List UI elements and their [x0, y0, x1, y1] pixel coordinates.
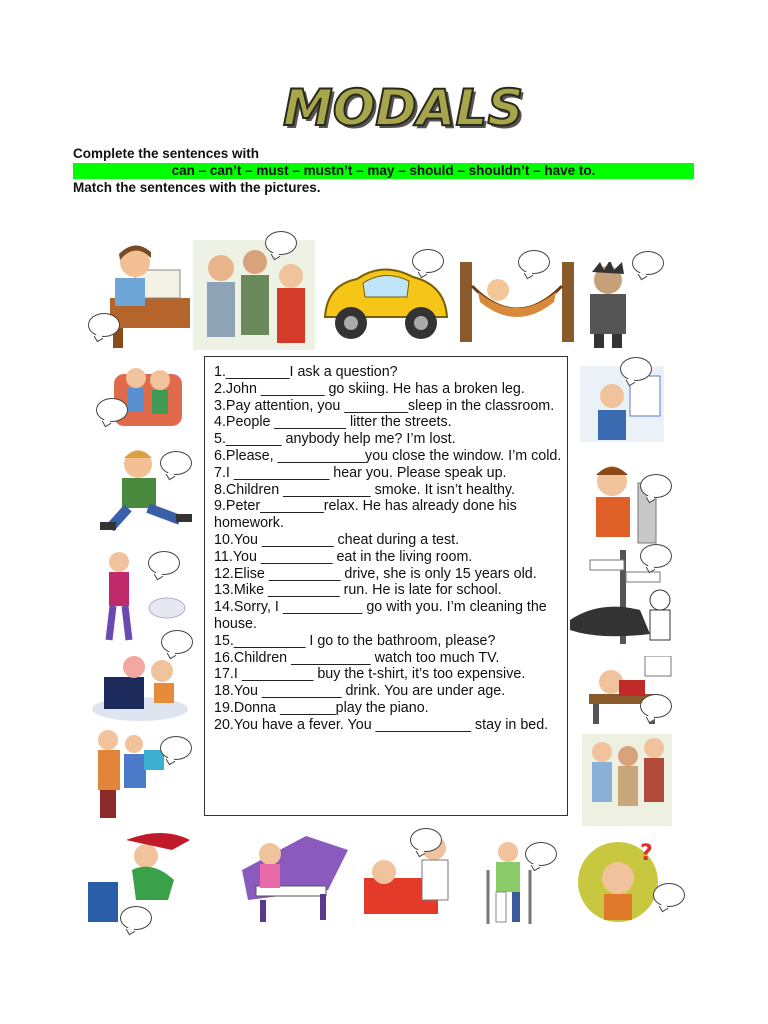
sentence-item: 18.You __________ drink. You are under age. — [214, 683, 506, 700]
boys-talking-picture — [193, 240, 315, 350]
worksheet-title: MODALS — [283, 79, 524, 137]
answer-bubble[interactable] — [88, 313, 120, 337]
sentence-item: 5._______ anybody help me? I’m lost. — [214, 431, 456, 448]
answer-bubble[interactable] — [96, 398, 128, 422]
boy-stressed-picture — [580, 366, 664, 442]
answer-bubble[interactable] — [632, 251, 664, 275]
old-man-picture — [580, 262, 636, 348]
answer-bubble[interactable] — [518, 250, 550, 274]
instruction-complete: Complete the sentences with — [73, 146, 260, 161]
kids-tv-picture — [90, 653, 190, 723]
sentence-item: 15._________ I go to the bathroom, please? — [214, 632, 496, 649]
sentence-item: 14.Sorry, I __________ go with you. I’m cleaning the house. — [214, 599, 547, 632]
answer-bubble[interactable] — [148, 551, 180, 575]
answer-bubble[interactable] — [161, 630, 193, 654]
answer-bubble[interactable] — [265, 231, 297, 255]
sentence-item: 20.You have a fever. You ____________ stay in bed. — [214, 716, 549, 733]
answer-bubble[interactable] — [160, 736, 192, 760]
mother-daughter-shirt-picture — [90, 728, 166, 820]
sentence-item: 19.Donna _______play the piano. — [214, 699, 429, 716]
sentence-item: 7.I ____________ hear you. Please speak up. — [214, 464, 507, 481]
answer-bubble[interactable] — [640, 694, 672, 718]
kids-sofa-picture — [110, 356, 186, 432]
sentence-item: 4.People _________ litter the streets. — [214, 414, 452, 431]
sentence-item: 6.Please, ___________you close the window. I’m cold. — [214, 447, 562, 464]
child-question-picture — [572, 838, 666, 926]
sentence-item: 9.Peter________relax. He has already done his homework. — [214, 498, 517, 532]
answer-bubble[interactable] — [410, 828, 442, 852]
sentence-item: 10.You _________ cheat during a test. — [214, 531, 460, 548]
sentence-item: 3.Pay attention, you ________sleep in the classroom. — [214, 397, 555, 414]
answer-bubble[interactable] — [653, 883, 685, 907]
sentence-item: 11.You _________ eat in the living room. — [214, 548, 473, 565]
answer-bubble[interactable] — [525, 842, 557, 866]
svg-text:?: ? — [640, 841, 653, 866]
sentence-item: 13.Mike _________ run. He is late for school. — [214, 582, 502, 599]
sentence-item: 12.Elise _________ drive, she is only 15 years old. — [214, 565, 537, 582]
answer-bubble[interactable] — [640, 474, 672, 498]
modal-word-bank: can – can’t – must – mustn’t – may – should – shouldn’t – have to. — [73, 163, 694, 179]
sentence-item: 2.John ________ go skiing. He has a broken leg. — [214, 380, 525, 397]
answer-bubble[interactable] — [120, 906, 152, 930]
boy-hammock-picture — [458, 262, 576, 342]
sentence-item: 16.Children __________ watch too much TV. — [214, 649, 500, 666]
sentence-item: 17.I _________ buy the t-shirt, it’s too expensive. — [214, 666, 526, 683]
answer-bubble[interactable] — [412, 249, 444, 273]
sentence-item: 8.Children ___________ smoke. It isn’t healthy. — [214, 481, 515, 498]
sentences-box — [204, 356, 568, 816]
teens-drinking-picture — [582, 734, 672, 826]
answer-bubble[interactable] — [160, 451, 192, 475]
girl-piano-picture — [236, 830, 354, 924]
sentence-item: 1.________I ask a question? — [214, 364, 398, 380]
answer-bubble[interactable] — [640, 544, 672, 568]
sentence-list — [214, 364, 564, 734]
answer-bubble[interactable] — [620, 357, 652, 381]
instruction-match: Match the sentences with the pictures. — [73, 180, 321, 195]
